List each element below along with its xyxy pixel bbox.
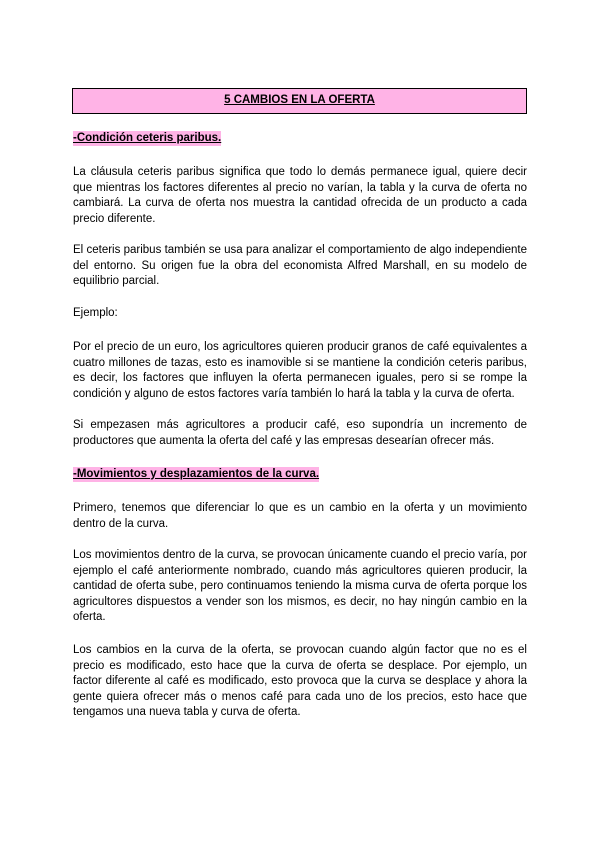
paragraph-origin: El ceteris paribus también se usa para analizar el comportamiento de algo independiente del entorno. Su origen fue la obra del economista Alfred Marshall, en su modelo de equilibrio parcial. [73, 244, 527, 287]
section-heading-ceteris-paribus: -Condición ceteris paribus. [73, 132, 222, 144]
paragraph-example: Por el precio de un euro, los agricultores quieren producir granos de café equivalentes a cuatro millones de tazas, esto es inamovible si se mantiene la condición ceteris paribus, es decir, los factores que influyen la oferta permanecen iguales, pero si se rompe la condición y alguno de estos factores varía también lo hará la tabla y la curva de oferta. [73, 341, 527, 400]
title-box [72, 88, 527, 114]
paragraph-intro: Primero, tenemos que diferenciar lo que es un cambio en la oferta y un movimiento dentro de la curva. [73, 502, 527, 530]
paragraph-shifts: Los cambios en la curva de la oferta, se provocan cuando algún factor que no es el precio es modificado, esto hace que la curva de oferta se desplace. Por ejemplo, un factor diferente al café es modificado, esto provoca que la curva se desplace y ahora la gente quiera ofrecer más o menos café para cada uno de los precios, esto hace que tengamos una nueva tabla y curva de oferta. [73, 644, 527, 718]
paragraph-example-label: Ejemplo: [73, 307, 118, 319]
paragraph-more-farmers: Si empezasen más agricultores a producir café, eso supondría un incremento de productores que aumenta la oferta del café y las empresas desearían ofrecer más. [73, 419, 527, 447]
section-heading-movements: -Movimientos y desplazamientos de la curva. [73, 468, 320, 480]
paragraph-definition: La cláusula ceteris paribus significa que todo lo demás permanece igual, quiere decir que mientras los factores diferentes al precio no varían, la tabla y la curva de oferta no cambiará. La curva de oferta nos muestra la cantidad ofrecida de un producto a cada precio diferente. [73, 166, 527, 225]
paragraph-movements: Los movimientos dentro de la curva, se provocan únicamente cuando el precio varía, por ejemplo el café anteriormente nombrado, cuando más agricultores quieren producir, la cantidad de oferta sube, pero continuamos teniendo la misma curva de oferta porque los agricultores dispuestos a vender son los mismos, es decir, no hay ningún cambio en la oferta. [73, 549, 527, 623]
page-title: 5 CAMBIOS EN LA OFERTA [224, 94, 375, 106]
